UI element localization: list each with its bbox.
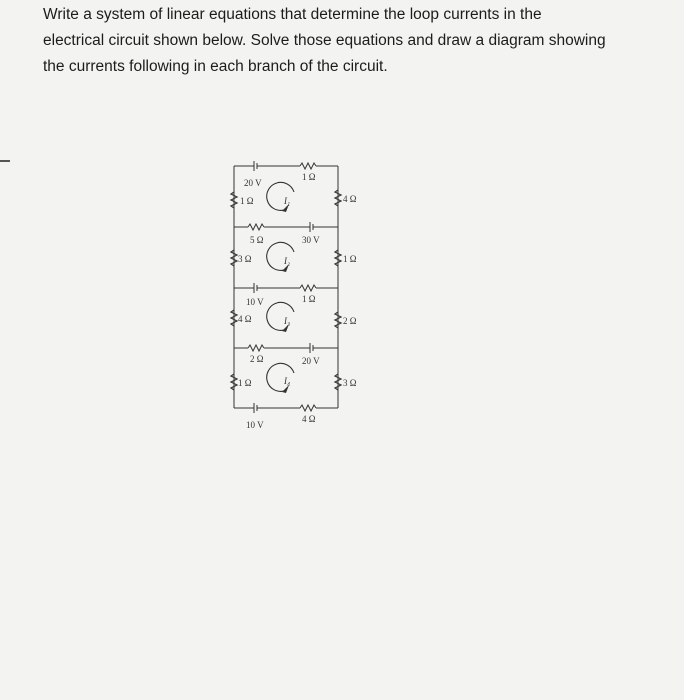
loop3-left-resistor: 4 Ω: [238, 314, 252, 324]
circuit-diagram: [222, 152, 362, 442]
loop1-right-resistor: 4 Ω: [343, 194, 357, 204]
loop2-current: I₂: [284, 256, 291, 266]
loop3-voltage: 10 V: [246, 297, 264, 307]
loop3-top-resistor: 1 Ω: [302, 294, 316, 304]
loop4-voltage: 20 V: [302, 356, 320, 366]
problem-line-3: the currents following in each branch of the circuit.: [43, 58, 388, 75]
loop4-left-resistor: 1 Ω: [238, 378, 252, 388]
loop2-voltage: 30 V: [302, 235, 320, 245]
problem-statement: [43, 2, 679, 80]
problem-line-2: electrical circuit shown below. Solve those equations and draw a diagram showing: [43, 32, 606, 49]
margin-mark: [0, 160, 10, 168]
loop1-voltage: 20 V: [244, 178, 262, 188]
loop3-right-resistor: 2 Ω: [343, 316, 357, 326]
loop1-top-resistor: 1 Ω: [302, 172, 316, 182]
loop4-right-resistor: 3 Ω: [343, 378, 357, 388]
bottom-resistor: 4 Ω: [302, 414, 316, 424]
loop1-left-resistor: 1 Ω: [240, 196, 254, 206]
problem-line-1: Write a system of linear equations that determine the loop currents in the: [43, 6, 542, 23]
loop2-left-resistor: 3 Ω: [238, 254, 252, 264]
loop4-current: I₄: [284, 376, 291, 386]
loop3-current: I₃: [284, 316, 291, 326]
loop2-top-resistor: 5 Ω: [250, 235, 264, 245]
loop1-current: I₁: [284, 196, 291, 206]
circuit-svg: [222, 152, 362, 442]
loop2-right-resistor: 1 Ω: [343, 254, 357, 264]
loop4-top-resistor: 2 Ω: [250, 354, 264, 364]
bottom-voltage: 10 V: [246, 420, 264, 430]
